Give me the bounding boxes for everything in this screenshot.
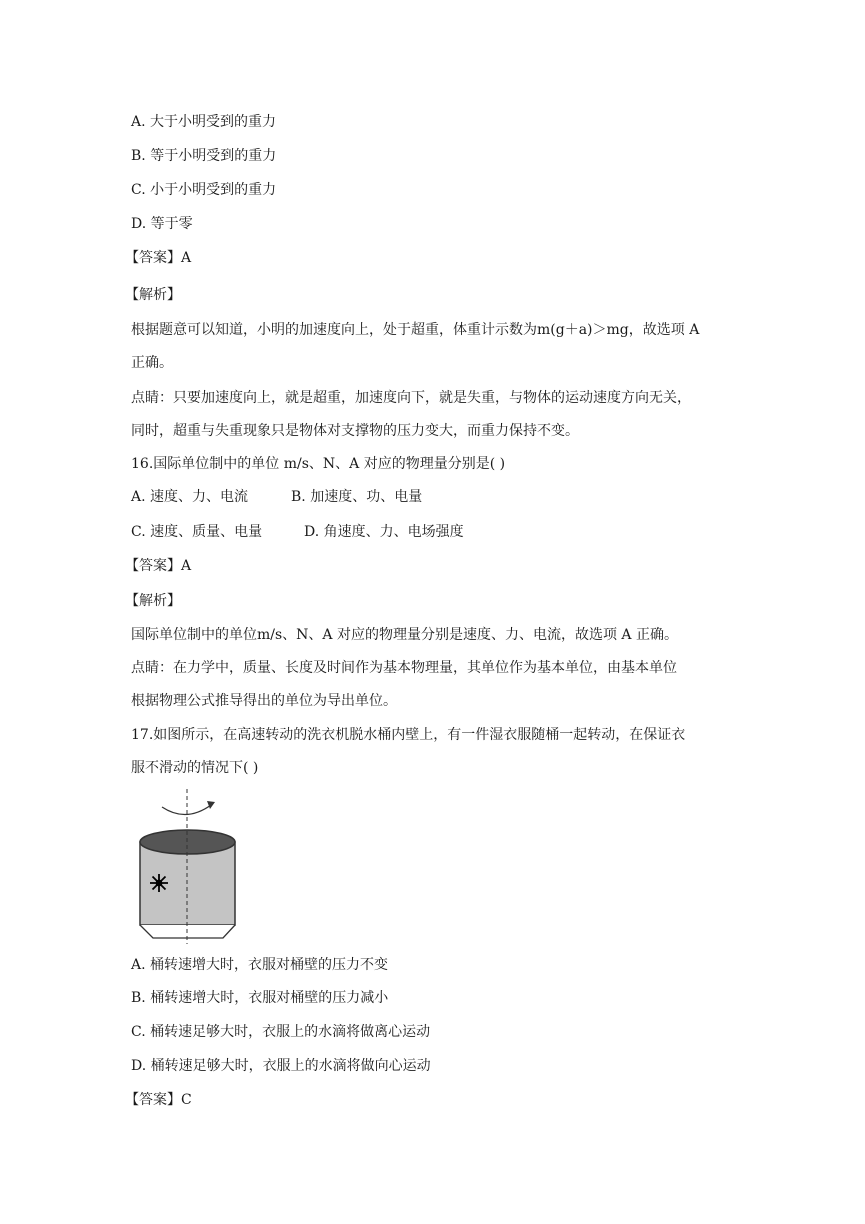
q16-option-d: D. 角速度、力、电场强度 — [304, 524, 464, 540]
q16-analysis-line: 国际单位制中的单位m/s、N、A 对应的物理量分别是速度、力、电流，故选项 A 正确。 — [131, 627, 678, 643]
q16-comment-line-1: 点睛：在力学中，质量、长度及时间作为基本物理量，其单位作为基本单位，由基本单位 — [131, 660, 677, 676]
q15-comment-line-1: 点睛：只要加速度向上，就是超重，加速度向下，就是失重，与物体的运动速度方向无关， — [131, 390, 691, 406]
q17-answer: 【答案】C — [125, 1092, 192, 1108]
q16-option-c: C. 速度、质量、电量 — [131, 524, 263, 540]
arrowhead-icon — [207, 801, 215, 809]
q17-stem-line-2: 服不滑动的情况下( ) — [131, 760, 259, 776]
q15-analysis-header: 【解析】 — [125, 287, 181, 303]
q15-answer: 【答案】A — [125, 250, 192, 266]
q15-option-d: D. 等于零 — [131, 216, 193, 232]
q15-option-a: A. 大于小明受到的重力 — [131, 114, 277, 130]
q17-option-a: A. 桶转速增大时，衣服对桶壁的压力不变 — [131, 957, 389, 973]
q16-answer: 【答案】A — [125, 558, 192, 574]
q16-comment-line-2: 根据物理公式推导得出的单位为导出单位。 — [131, 693, 397, 709]
clothes-icon — [150, 874, 168, 892]
q16-option-a: A. 速度、力、电流 — [131, 489, 249, 505]
q15-analysis-line-1: 根据题意可以知道，小明的加速度向上，处于超重，体重计示数为m(g＋a)＞mg，故选项 A — [131, 322, 700, 338]
q17-option-c: C. 桶转速足够大时，衣服上的水滴将做离心运动 — [131, 1024, 431, 1040]
q17-stem-line-1: 17.如图所示，在高速转动的洗衣机脱水桶内壁上，有一件湿衣服随桶一起转动，在保证衣 — [131, 727, 686, 743]
q15-option-c: C. 小于小明受到的重力 — [131, 182, 277, 198]
q16-option-b: B. 加速度、功、电量 — [291, 489, 423, 505]
q17-option-d: D. 桶转速足够大时，衣服上的水滴将做向心运动 — [131, 1058, 431, 1074]
spin-dryer-figure — [131, 787, 243, 949]
q15-comment-line-2: 同时，超重与失重现象只是物体对支撑物的压力变大，而重力保持不变。 — [131, 423, 579, 439]
q15-option-b: B. 等于小明受到的重力 — [131, 148, 277, 164]
q17-option-b: B. 桶转速增大时，衣服对桶壁的压力减小 — [131, 990, 389, 1006]
spin-dryer-drawing — [131, 787, 243, 945]
q15-analysis-line-2: 正确。 — [131, 355, 173, 371]
q16-analysis-header: 【解析】 — [125, 593, 181, 609]
q16-stem: 16.国际单位制中的单位 m/s、N、A 对应的物理量分别是( ) — [131, 456, 506, 472]
